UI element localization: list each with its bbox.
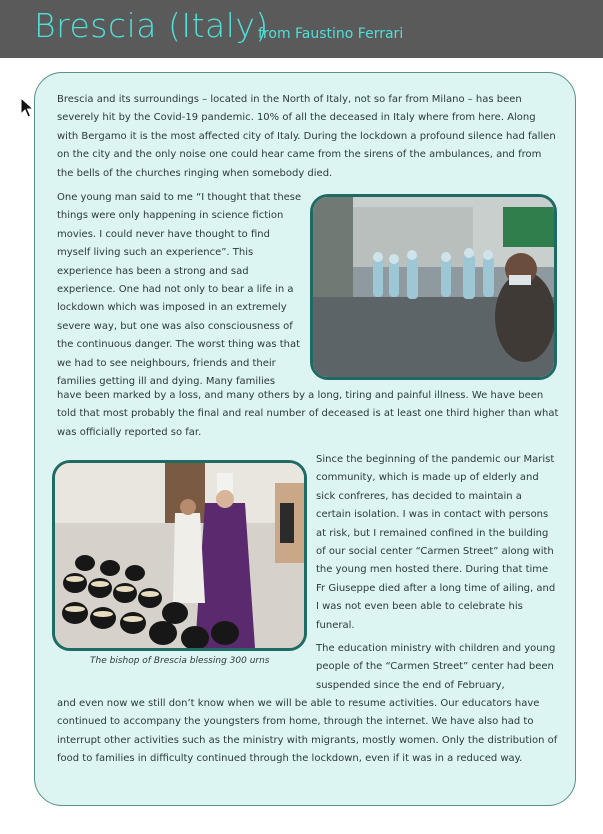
page-header <box>0 0 603 58</box>
mouse-pointer-icon <box>20 97 34 119</box>
article-paragraph-2-wrapped: One young man said to me “I thought that these things were only happening in science fiction movies. I could never have thought to find myself living such an experience”. This experience has been a strong and sad experience. One had not only to bear a life in a lockdown which was imposed in an extremely severe way, but one was also consciousness of the continuous danger. The worst thing was that we had to see neighbours, friends and their families getting ill and dying. Many families <box>57 192 302 388</box>
bishop-blessing-urns-image <box>55 463 304 648</box>
article-paragraph-1: Brescia and its surroundings – located in the North of Italy, not so far from Milano – has been severely hit by the Covid-19 pandemic. 10% of all the deceased in Italy where from here. Along with Bergamo it is the most affected city of Italy. During the lockdown a profound silence had fallen on the city and the only noise one could hear came from the sirens of the ambulances, and from the bells of the churches ringing when somebody died. <box>57 94 556 179</box>
article-paragraph-3: Since the beginning of the pandemic our Marist community, which is made up of elderly and sick confreres, has decided to maintain a certain isolation. I was in contact with persons at risk, but I remained confined in the building of our social center “Carmen Street” along with the young men hosted there. During that time Fr Giuseppe died after a long time of ailing, and I was not even been able to celebrate his funeral. <box>316 454 556 631</box>
street-photo <box>310 194 557 380</box>
author-byline: from Faustino Ferrari <box>258 26 404 42</box>
article-paragraph-4-wrapped: The education ministry with children and young people of the “Carmen Street” center had been suspended since the end of February, <box>316 643 556 691</box>
street-scene-image <box>313 197 554 377</box>
article-paragraph-2-continued: have been marked by a loss, and many others by a long, tiring and painful illness. We have been told that most probably the final and real number of deceased is at least one third higher than what was officially reported so far. <box>57 390 559 438</box>
photo-caption: The bishop of Brescia blessing 300 urns <box>90 656 270 666</box>
bishop-photo <box>52 460 307 651</box>
page-title: Brescia (Italy) <box>34 6 269 45</box>
article-paragraph-4-continued: and even now we still don’t know when we will be able to resume activities. Our educators have continued to accompany the youngsters from home, through the internet. We have also had to interrupt other activities such as the ministry with migrants, mostly women. Only the distribution of food to families in difficulty continued through the lockdown, even if it was in a reduced way. <box>57 698 558 765</box>
